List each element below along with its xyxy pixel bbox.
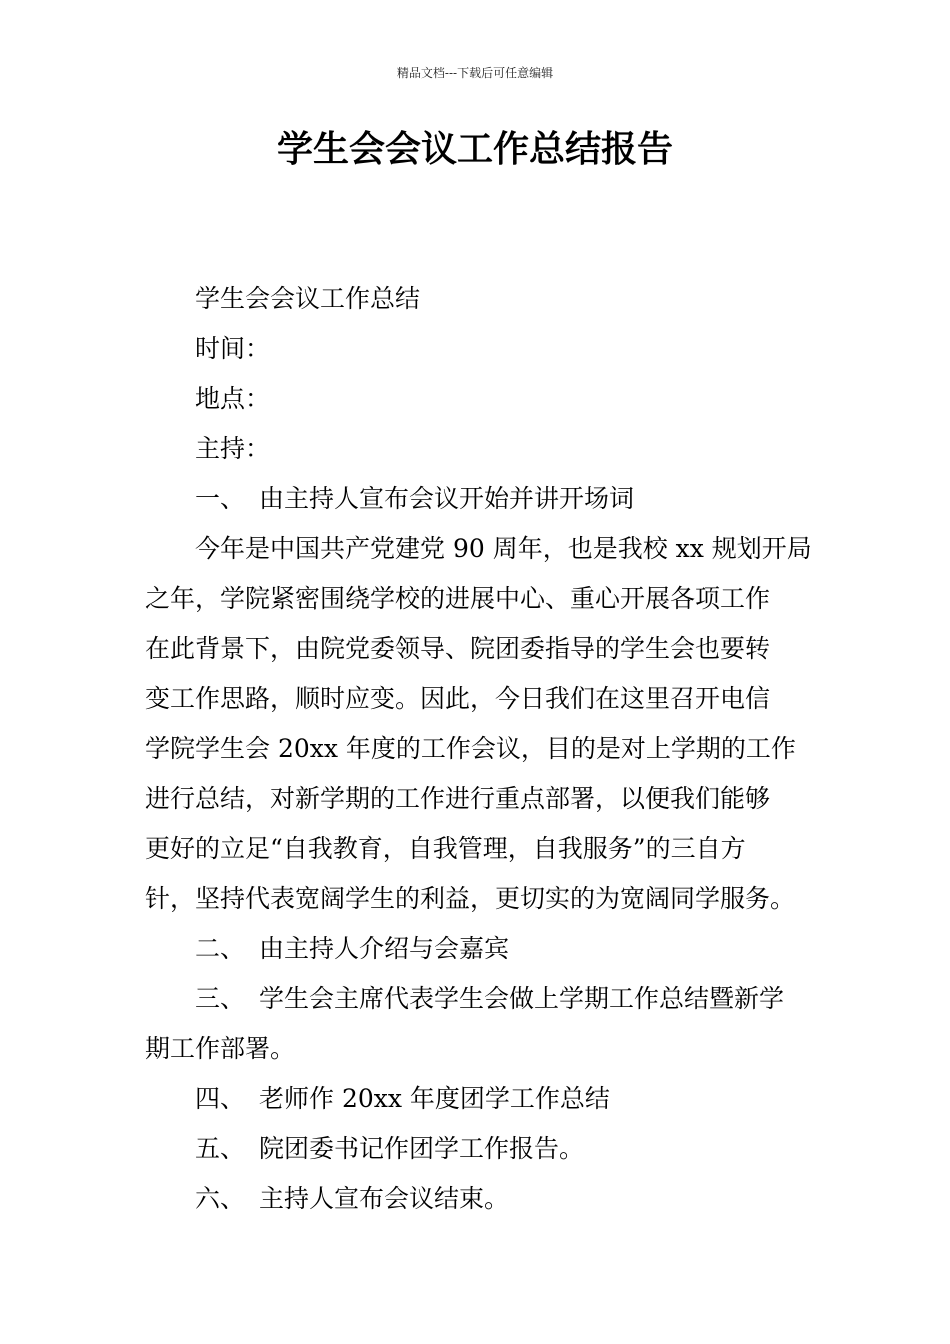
subtitle-line: 学生会会议工作总结 xyxy=(195,284,421,313)
agenda-item-number: 三、 xyxy=(195,984,246,1013)
agenda-item-6 xyxy=(145,1174,808,1224)
paragraph-line: 更好的立足“自我教育，自我管理，自我服务”的三自方 xyxy=(145,834,746,863)
agenda-item-text: 老师作 20xx 年度团学工作总结 xyxy=(259,1084,610,1113)
time-line: 时间： xyxy=(195,334,271,363)
document-body xyxy=(145,274,812,1224)
agenda-item-2 xyxy=(145,924,808,974)
paragraph-line: 之年，学院紧密围绕学校的进展中心、重心开展各项工作 xyxy=(145,584,771,613)
paragraph-line: 进行总结，对新学期的工作进行重点部署，以便我们能够 xyxy=(145,784,771,813)
agenda-item-text: 学生会主席代表学生会做上学期工作总结暨新学 xyxy=(259,984,785,1013)
paragraph-line: 学院学生会 20xx 年度的工作会议，目的是对上学期的工作 xyxy=(145,734,796,763)
agenda-item-5 xyxy=(145,1124,808,1174)
host-line: 主持： xyxy=(195,434,271,463)
agenda-item-number: 四、 xyxy=(195,1084,246,1113)
agenda-item-text: 由主持人宣布会议开始并讲开场词 xyxy=(259,484,635,513)
agenda-item-number: 五、 xyxy=(195,1134,246,1163)
document-title: 学生会会议工作总结报告 xyxy=(276,129,673,170)
agenda-item-3 xyxy=(145,974,808,1024)
agenda-item-text: 院团委书记作团学工作报告。 xyxy=(259,1134,585,1163)
paragraph-line: 在此背景下，由院党委领导、院团委指导的学生会也要转 xyxy=(145,634,771,663)
paragraph-line: 今年是中国共产党建党 90 周年，也是我校 xx 规划开局 xyxy=(195,534,812,563)
agenda-item-text: 主持人宣布会议结束。 xyxy=(259,1184,510,1213)
agenda-item-3-continuation: 期工作部署。 xyxy=(145,1034,296,1063)
paragraph-line: 变工作思路，顺时应变。因此，今日我们在这里召开电信 xyxy=(145,684,771,713)
page-header-note: 精品文档---下载后可任意编辑 xyxy=(396,66,554,80)
agenda-item-1 xyxy=(145,474,808,524)
agenda-item-number: 二、 xyxy=(195,934,246,963)
agenda-item-text: 由主持人介绍与会嘉宾 xyxy=(259,934,510,963)
paragraph-line: 针，坚持代表宽阔学生的利益，更切实的为宽阔同学服务。 xyxy=(145,884,796,913)
agenda-item-4 xyxy=(145,1074,808,1124)
place-line: 地点： xyxy=(195,384,271,413)
agenda-item-number: 六、 xyxy=(195,1184,246,1213)
agenda-item-number: 一、 xyxy=(195,484,246,513)
